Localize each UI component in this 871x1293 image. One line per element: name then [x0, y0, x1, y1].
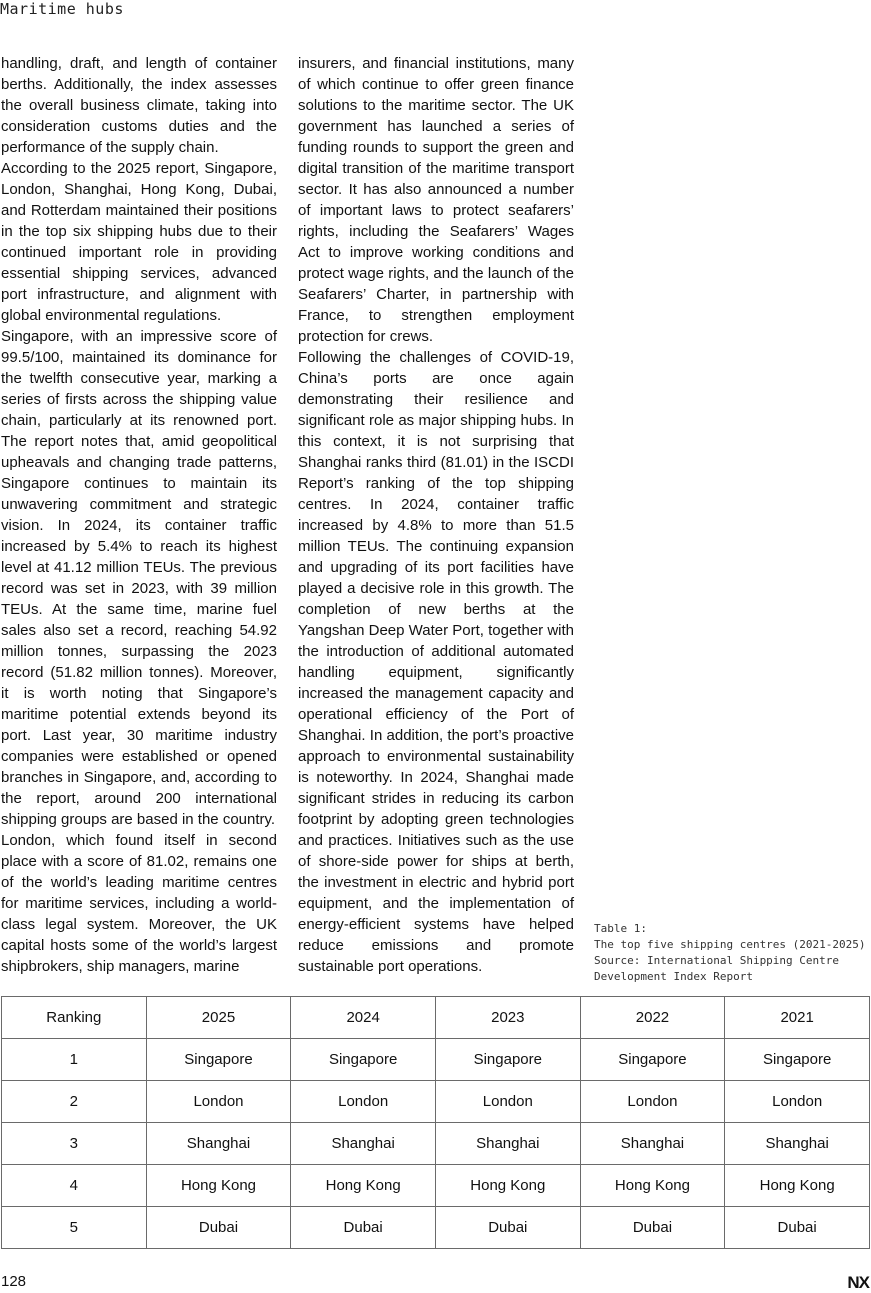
table-row	[2, 1123, 870, 1165]
text-column-right	[298, 53, 574, 977]
table-cell: Shanghai	[580, 1123, 725, 1165]
paragraph: insurers, and financial institutions, many of which continue to offer green finance solutions to the maritime sector. The UK government has launched a series of funding rounds to support the green and digital transition of the maritime transport sector. It has also announced a number of important laws to protect seafarers’ rights, including the Seafarers’ Wages Act to improve working conditions and protect wage rights, and the launch of the Seafarers’ Charter, in partnership with France, to strengthen employment protection for crews.	[298, 55, 574, 345]
table-cell: Dubai	[435, 1207, 580, 1249]
table-row	[2, 1207, 870, 1249]
table-cell: Dubai	[146, 1207, 291, 1249]
column-header: 2024	[291, 997, 436, 1039]
table-cell: Singapore	[725, 1039, 870, 1081]
running-header: Maritime hubs	[0, 0, 124, 18]
table-cell: Shanghai	[291, 1123, 436, 1165]
paragraph: Singapore, with an impressive score of 99.5/100, maintained its dominance for the twelfth consecutive year, marking a series of firsts across the shipping value chain, particularly at its renowned port. The report notes that, amid geopolitical upheavals and changing trade patterns, Singapore continues to maintain its unwavering commitment and strategic vision. In 2024, its container traffic increased by 5.4% to reach its highest level at 41.12 million TEUs. The previous record was set in 2023, with 39 million TEUs. At the same time, marine fuel sales also set a record, reaching 54.92 million tonnes, surpassing the 2023 record (51.82 million tonnes). Moreover, it is worth noting that Singapore’s maritime potential extends beyond its port. Last year, 30 maritime industry companies were established or opened branches in Singapore, and, according to the report, around 200 international shipping groups are based in the country.	[1, 328, 277, 828]
paragraph: handling, draft, and length of container berths. Additionally, the index assesses the overall business climate, taking into consideration customs duties and the performance of the supply chain.	[1, 55, 277, 156]
table-cell: Hong Kong	[146, 1165, 291, 1207]
table-cell: Singapore	[580, 1039, 725, 1081]
page-number: 128	[1, 1273, 27, 1290]
column-header: 2023	[435, 997, 580, 1039]
table-cell: London	[725, 1081, 870, 1123]
publication-logo: NX	[847, 1273, 869, 1292]
table-cell: Shanghai	[725, 1123, 870, 1165]
table-cell: Hong Kong	[291, 1165, 436, 1207]
table-cell: 4	[2, 1165, 147, 1207]
paragraph: London, which found itself in second place with a score of 81.02, remains one of the world’s leading maritime centres for maritime services, including a world-class legal system. Moreover, the UK capital hosts some of the world’s largest shipbrokers, ship managers, marine	[1, 832, 277, 975]
caption-line: Development Index Report	[594, 970, 753, 983]
table-cell: Singapore	[435, 1039, 580, 1081]
table-cell: London	[580, 1081, 725, 1123]
table-row	[2, 1039, 870, 1081]
table-cell: Shanghai	[146, 1123, 291, 1165]
column-header: 2025	[146, 997, 291, 1039]
table-cell: 5	[2, 1207, 147, 1249]
table-cell: Shanghai	[435, 1123, 580, 1165]
table-cell: Singapore	[291, 1039, 436, 1081]
table-row	[2, 1081, 870, 1123]
ranking-table	[1, 996, 870, 1249]
table-cell: London	[435, 1081, 580, 1123]
table-cell: Dubai	[725, 1207, 870, 1249]
column-header: 2022	[580, 997, 725, 1039]
table-row	[2, 1165, 870, 1207]
table-cell: Dubai	[580, 1207, 725, 1249]
table-cell: London	[291, 1081, 436, 1123]
table-header-row	[2, 997, 870, 1039]
table-cell: London	[146, 1081, 291, 1123]
table-cell: 3	[2, 1123, 147, 1165]
table-cell: 2	[2, 1081, 147, 1123]
table-cell: Singapore	[146, 1039, 291, 1081]
table-cell: Dubai	[291, 1207, 436, 1249]
table-cell: Hong Kong	[435, 1165, 580, 1207]
caption-line: Table 1:	[594, 922, 647, 935]
column-header: 2021	[725, 997, 870, 1039]
caption-line: The top five shipping centres (2021-2025)	[594, 938, 866, 951]
paragraph: Following the challenges of COVID-19, China’s ports are once again demonstrating their resilience and significant role as major shipping hubs. In this context, it is not surprising that Shanghai ranks third (81.01) in the ISCDI Report’s ranking of the top shipping centres. In 2024, container traffic increased by 4.8% to more than 51.5 million TEUs. The continuing expansion and upgrading of its port facilities have played a decisive role in this growth. The completion of new berths at the Yangshan Deep Water Port, together with the introduction of additional automated handling equipment, significantly increased the management capacity and operational efficiency of the Port of Shanghai. In addition, the port’s proactive approach to environmental sustainability is noteworthy. In 2024, Shanghai made significant strides in reducing its carbon footprint by adopting green technologies and practices. Initiatives such as the use of shore-side power for ships at berth, the investment in electric and hybrid port equipment, and the implementation of energy-efficient systems have helped reduce emissions and promote sustainable port operations.	[298, 349, 574, 975]
text-column-left	[1, 53, 277, 977]
caption-line: Source: International Shipping Centre	[594, 954, 840, 967]
column-header: Ranking	[2, 997, 147, 1039]
table-caption	[594, 921, 869, 985]
paragraph: According to the 2025 report, Singapore, London, Shanghai, Hong Kong, Dubai, and Rotterdam maintained their positions in the top six shipping hubs due to their continued important role in providing essential shipping services, advanced port infrastructure, and alignment with global environmental regulations.	[1, 160, 277, 324]
table-cell: 1	[2, 1039, 147, 1081]
table-cell: Hong Kong	[725, 1165, 870, 1207]
table-cell: Hong Kong	[580, 1165, 725, 1207]
